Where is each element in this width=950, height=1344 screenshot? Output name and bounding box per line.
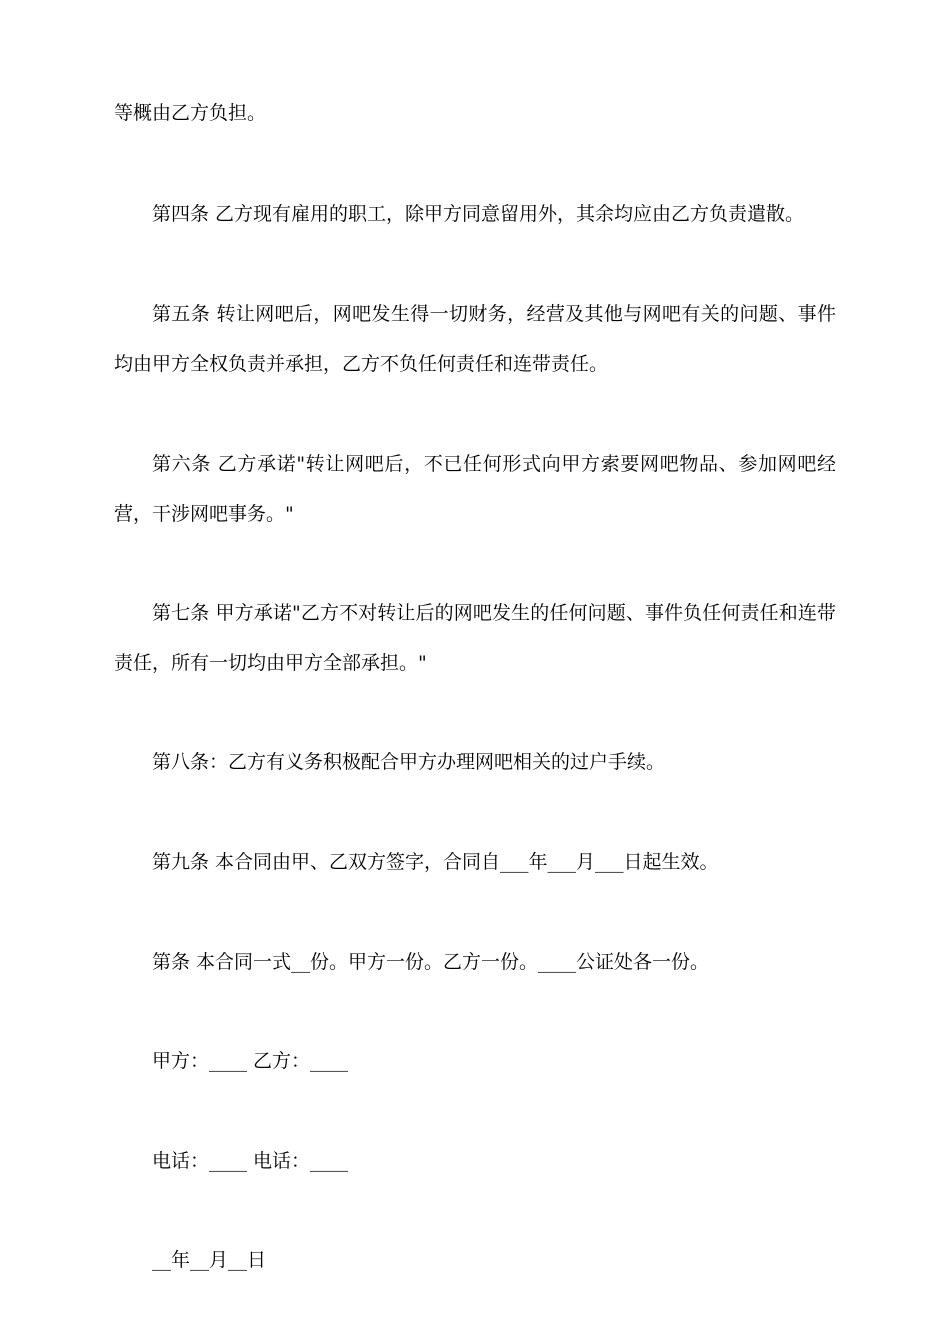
- article-4: 第四条 乙方现有雇用的职工，除甲方同意留用外，其余均应由乙方负责遣散。: [152, 203, 805, 225]
- article-8: 第八条：乙方有义务积极配合甲方办理网吧相关的过户手续。: [152, 751, 666, 773]
- article-10: 第条 本合同一式__份。甲方一份。乙方一份。____公证处各一份。: [152, 951, 710, 973]
- signature-phones: 电话：____ 电话：____: [152, 1150, 349, 1172]
- signature-parties: 甲方：____ 乙方：____: [152, 1050, 349, 1072]
- article-5: 第五条 转让网吧后，网吧发生得一切财务，经营及其他与网吧有关的问题、事件均由甲方全权负责并承担，乙方不负任何责任和连带责任。: [114, 303, 836, 375]
- paragraph-continuation: 等概由乙方负担。: [114, 102, 267, 124]
- article-7: 第七条 甲方承诺"乙方不对转让后的网吧发生的任何问题、事件负任何责任和连带责任，所有一切均由甲方全部承担。": [114, 602, 836, 674]
- signature-date: __年__月__日: [152, 1249, 267, 1271]
- article-9: 第九条 本合同由甲、乙双方签字，合同自___年___月___日起生效。: [152, 851, 719, 873]
- article-6: 第六条 乙方承诺"转让网吧后，不已任何形式向甲方索要网吧物品、参加网吧经营，干涉网吧事务。": [114, 453, 836, 525]
